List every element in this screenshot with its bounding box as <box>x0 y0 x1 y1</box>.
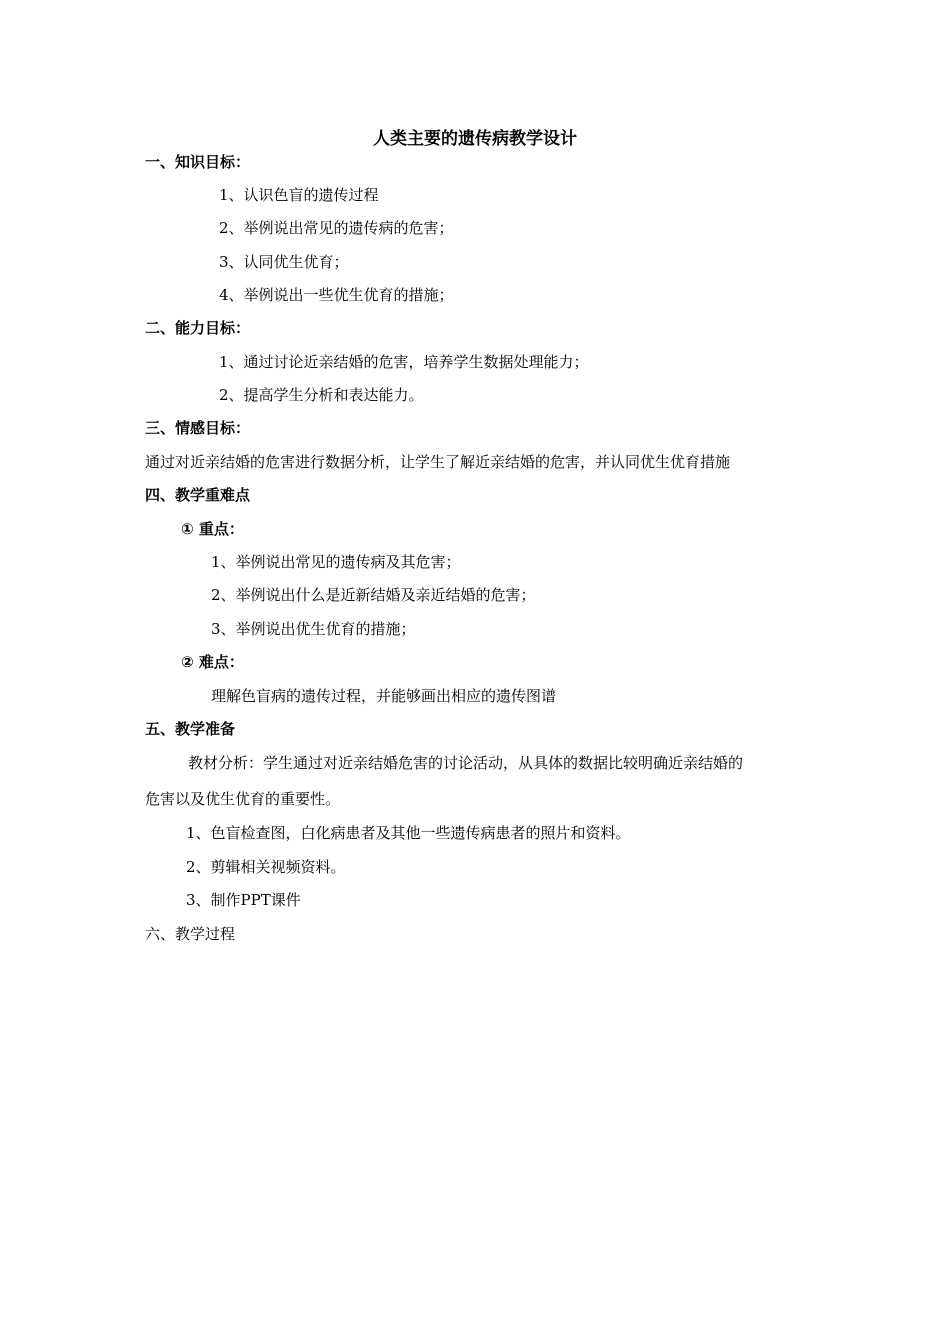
section-heading-key-difficult-points: 四、教学重难点 <box>145 486 251 504</box>
list-item: 3、认同优生优育； <box>219 253 349 271</box>
list-item: 1、色盲检查图，白化病患者及其他一些遗传病患者的照片和资料。 <box>186 824 631 842</box>
document-title: 人类主要的遗传病教学设计 <box>373 129 577 149</box>
section-heading-teaching-process: 六、教学过程 <box>145 925 236 943</box>
list-item: 2、提高学生分析和表达能力。 <box>219 386 424 404</box>
paragraph: 危害以及优生优育的重要性。 <box>145 790 341 808</box>
section-heading-emotional-goals: 三、情感目标： <box>145 419 251 437</box>
section-heading-knowledge-goals: 一、知识目标： <box>145 153 251 171</box>
subheading-key-points: ① 重点： <box>181 520 244 538</box>
list-item: 4、举例说出一些优生优育的措施； <box>219 286 454 304</box>
subheading-difficult-points: ② 难点： <box>181 653 244 671</box>
list-item: 1、认识色盲的遗传过程 <box>219 186 379 204</box>
section-heading-preparation: 五、教学准备 <box>145 720 236 738</box>
list-item: 2、举例说出什么是近新结婚及亲近结婚的危害； <box>211 586 536 604</box>
section-heading-ability-goals: 二、能力目标： <box>145 319 251 337</box>
list-item: 3、制作PPT课件 <box>186 891 301 909</box>
list-item: 1、举例说出常见的遗传病及其危害； <box>211 553 461 571</box>
list-item: 1、通过讨论近亲结婚的危害，培养学生数据处理能力； <box>219 353 589 371</box>
list-item: 3、举例说出优生优育的措施； <box>211 620 416 638</box>
list-item: 2、举例说出常见的遗传病的危害； <box>219 219 454 237</box>
paragraph: 通过对近亲结婚的危害进行数据分析，让学生了解近亲结婚的危害，并认同优生优育措施 <box>145 453 731 471</box>
list-item: 2、剪辑相关视频资料。 <box>186 858 346 876</box>
paragraph: 理解色盲病的遗传过程，并能够画出相应的遗传图谱 <box>211 687 557 705</box>
paragraph: 教材分析：学生通过对近亲结婚危害的讨论活动，从具体的数据比较明确近亲结婚的 <box>188 754 744 772</box>
